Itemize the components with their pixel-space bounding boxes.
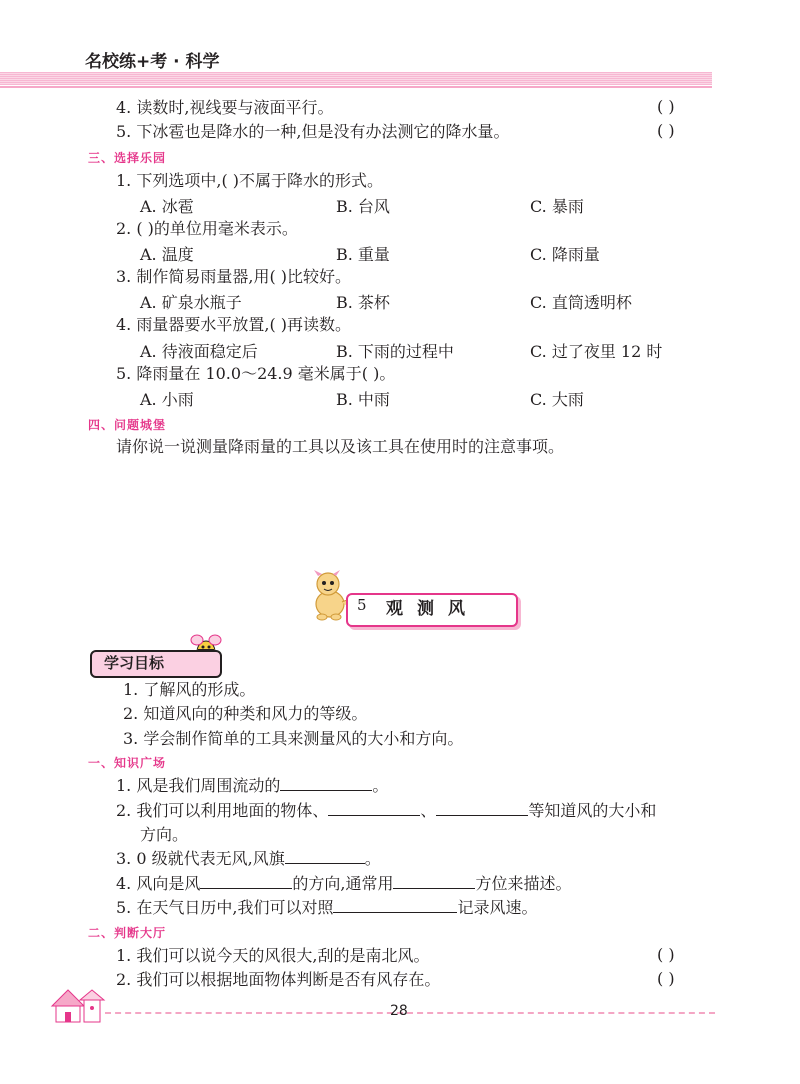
question-text: 3. 0 级就代表无风,风旗 xyxy=(116,849,285,868)
footer-dashed-line xyxy=(105,1012,715,1014)
judge-item-4: 4. 读数时,视线要与液面平行。 xyxy=(116,98,334,117)
choice-question-5: 5. 降雨量在 10.0～24.9 毫米属于( )。 xyxy=(116,364,396,383)
option-c[interactable]: C. 降雨量 xyxy=(530,245,600,264)
option-a[interactable]: A. 小雨 xyxy=(140,390,194,409)
cottage-decoration-icon xyxy=(46,984,110,1024)
question-text: 5. 在天气日历中,我们可以对照 xyxy=(116,898,334,917)
answer-blank[interactable] xyxy=(393,874,475,889)
question-text: 记录风速。 xyxy=(457,898,538,917)
fill-question-5 xyxy=(116,897,537,919)
lesson-title: 观测风 xyxy=(386,599,479,619)
lesson-number: 5 xyxy=(357,596,367,614)
answer-blank[interactable] xyxy=(285,849,365,864)
option-b[interactable]: B. 台风 xyxy=(336,197,390,216)
answer-blank[interactable] xyxy=(328,801,420,816)
choice-question-1: 1. 下列选项中,( )不属于降水的形式。 xyxy=(116,171,384,190)
option-a[interactable]: A. 待液面稳定后 xyxy=(140,342,258,361)
choice-question-4: 4. 雨量器要水平放置,( )再读数。 xyxy=(116,315,352,334)
choice-question-2: 2. ( )的单位用毫米表示。 xyxy=(116,219,298,238)
judge-item-b1: 1. 我们可以说今天的风很大,刮的是南北风。 xyxy=(116,946,430,965)
question-text: 方位来描述。 xyxy=(475,874,572,893)
option-a[interactable]: A. 温度 xyxy=(140,245,194,264)
choice-question-3: 3. 制作简易雨量器,用( )比较好。 xyxy=(116,267,352,286)
fill-question-2-cont: 方向。 xyxy=(140,825,189,844)
question-text: 的方向,通常用 xyxy=(292,874,394,893)
option-a[interactable]: A. 矿泉水瓶子 xyxy=(140,293,242,312)
question-text: 4. 风向是风 xyxy=(116,874,201,893)
goal-item-3: 3. 学会制作简单的工具来测量风的大小和方向。 xyxy=(123,729,464,748)
judge-item-b2: 2. 我们可以根据地面物体判断是否有风存在。 xyxy=(116,970,441,989)
option-b[interactable]: B. 茶杯 xyxy=(336,293,390,312)
option-b[interactable]: B. 下雨的过程中 xyxy=(336,342,454,361)
book-title: 名校练+考 · 科学 xyxy=(85,52,220,72)
question-text: 。 xyxy=(372,776,389,795)
fill-question-1 xyxy=(116,775,388,797)
goal-item-1: 1. 了解风的形成。 xyxy=(123,680,256,699)
option-c[interactable]: C. 直筒透明杯 xyxy=(530,293,632,312)
answer-blank[interactable] xyxy=(200,874,292,889)
page-number: 28 xyxy=(390,1003,408,1019)
open-question: 请你说一说测量降雨量的工具以及该工具在使用时的注意事项。 xyxy=(116,437,565,456)
answer-paren[interactable]: ( ) xyxy=(657,121,675,140)
option-a[interactable]: A. 冰雹 xyxy=(140,197,194,216)
answer-blank[interactable] xyxy=(333,898,457,913)
section-heading-choice: 三、选择乐园 xyxy=(88,151,167,165)
question-text: 2. 我们可以利用地面的物体、 xyxy=(116,801,329,820)
question-text: 等知道风的大小和 xyxy=(528,801,657,820)
header-rule xyxy=(0,86,712,88)
option-c[interactable]: C. 暴雨 xyxy=(530,197,584,216)
section-heading-knowledge: 一、知识广场 xyxy=(88,756,167,770)
goals-label: 学习目标 xyxy=(104,654,165,672)
answer-blank[interactable] xyxy=(436,801,528,816)
option-c[interactable]: C. 大雨 xyxy=(530,390,584,409)
judge-item-5: 5. 下冰雹也是降水的一种,但是没有办法测它的降水量。 xyxy=(116,122,510,141)
answer-paren[interactable]: ( ) xyxy=(657,945,675,964)
answer-blank[interactable] xyxy=(280,776,372,791)
question-text: 。 xyxy=(364,849,381,868)
section-heading-castle: 四、问题城堡 xyxy=(88,418,167,432)
question-text: 1. 风是我们周围流动的 xyxy=(116,776,281,795)
option-b[interactable]: B. 重量 xyxy=(336,245,390,264)
fill-question-2 xyxy=(116,800,656,822)
answer-paren[interactable]: ( ) xyxy=(657,969,675,988)
fill-question-4 xyxy=(116,873,571,895)
question-text: 、 xyxy=(420,801,437,820)
fill-question-3 xyxy=(116,848,381,870)
answer-paren[interactable]: ( ) xyxy=(657,97,675,116)
header-band xyxy=(0,72,712,85)
option-c[interactable]: C. 过了夜里 12 时 xyxy=(530,342,663,361)
option-b[interactable]: B. 中雨 xyxy=(336,390,390,409)
section-heading-judge: 二、判断大厅 xyxy=(88,926,167,940)
goal-item-2: 2. 知道风向的种类和风力的等级。 xyxy=(123,704,368,723)
